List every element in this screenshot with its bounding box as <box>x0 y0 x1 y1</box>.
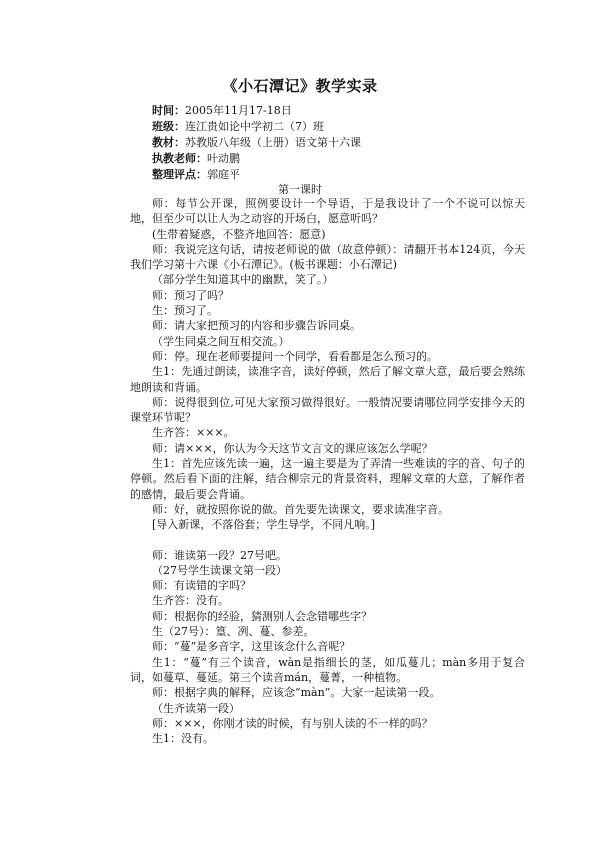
paragraph: 生1：“蔓”有三个读音，wàn是指细长的茎，如瓜蔓儿；màn多用于复合词，如蔓草、蔓延。第三个读音mán，蔓菁，一种植物。 <box>130 655 525 684</box>
paragraph: 生齐答：没有。 <box>152 594 229 608</box>
meta-value: 2005年11月17-18日 <box>185 104 292 117</box>
paragraph: 师：预习了吗？ <box>152 288 229 302</box>
paragraph: 师：我说完这句话，请按老师说的做（故意停顿）：请翻开书本124页，今天我们学习第十六课《小石潭记》。(板书课题：小石潭记) <box>130 242 525 272</box>
meta-label: 整理评点： <box>152 168 207 181</box>
paragraph: (生带着疑惑，不整齐地回答：愿意) <box>152 227 326 241</box>
paragraph: （部分学生知道其中的幽默，笑了。） <box>152 273 334 287</box>
paragraph: 师：有读错的字吗？ <box>152 579 251 593</box>
meta-editor <box>152 167 240 182</box>
meta-value: 郭庭平 <box>207 168 240 181</box>
paragraph: 师：请大家把预习的内容和步骤告诉同桌。 <box>152 319 361 333</box>
paragraph: 师：说得很到位,可见大家预习做得很好。一般情况要请哪位同学安排今天的课堂环节呢？ <box>130 395 525 425</box>
paragraph: （生齐读第一段） <box>152 701 240 715</box>
meta-value: 叶动鹏 <box>207 152 240 165</box>
paragraph: 师：“蔓”是多音字，这里该念什么音呢？ <box>152 640 351 654</box>
paragraph: 生1：首先应该先读一遍，这一遍主要是为了弄清一些难读的字的音、句子的停顿。然后看下面的注解，结合柳宗元的背景资料，理解文章的大意，了解作者的感情，最后要会背诵。 <box>130 457 525 501</box>
transcript-body <box>130 196 525 746</box>
paragraph: 师：好，就按照你说的做。首先要先读课文，要求读准字音。 <box>152 502 449 516</box>
meta-class <box>152 119 324 134</box>
paragraph: 师：停。现在老师要提问一个同学，看看都是怎么预习的。 <box>152 349 438 363</box>
paragraph: 生1：没有。 <box>152 732 214 746</box>
paragraph: 生1：先通过朗读，读准字音，读好停顿，然后了解文章大意，最后要会熟练地朗读和背诵。 <box>130 365 525 394</box>
paragraph: 生（27号）：篁、冽、蔓、参差。 <box>152 625 315 639</box>
paragraph: 师：根据字典的解释，应该念“màn”。大家一起读第一段。 <box>152 686 441 700</box>
paragraph: 生：预习了。 <box>152 304 218 318</box>
paragraph: 师：×××，你刚才读的时候，有与别人读的不一样的吗？ <box>152 716 433 730</box>
paragraph: 师：每节公开课，照例要设计一个导语，于是我设计了一个不说可以惊天地，但至少可以让人为之动容的开场白，愿意听吗？ <box>130 197 525 226</box>
meta-time <box>152 103 292 118</box>
paragraph: 生齐答：×××。 <box>152 426 235 440</box>
lesson-heading: 第一课时 <box>278 183 322 196</box>
paragraph: 师：请×××，你认为今天这节文言文的课应该怎么学呢？ <box>152 441 433 455</box>
page-title: 《小石潭记》教学实录 <box>222 77 378 95</box>
meta-label: 时间： <box>152 104 185 117</box>
paragraph: 师：根据你的经验，猜测别人会念错哪些字？ <box>152 609 372 623</box>
meta-label: 教材： <box>152 136 185 149</box>
paragraph: （学生同桌之间互相交流。） <box>152 334 290 348</box>
meta-teacher <box>152 151 240 166</box>
meta-textbook <box>152 135 361 150</box>
paragraph: 师：谁读第一段？27号吧。 <box>152 548 287 562</box>
meta-label: 班级： <box>152 120 185 133</box>
meta-label: 执教老师： <box>152 152 207 165</box>
comment-paragraph: [导入新课，不落俗套；学生导学，不同凡响。] <box>152 518 376 532</box>
paragraph: （27号学生读课文第一段） <box>152 563 287 577</box>
meta-value: 苏教版八年级（上册）语文第十六课 <box>185 136 361 149</box>
meta-value: 连江贵如论中学初二（7）班 <box>185 120 324 133</box>
